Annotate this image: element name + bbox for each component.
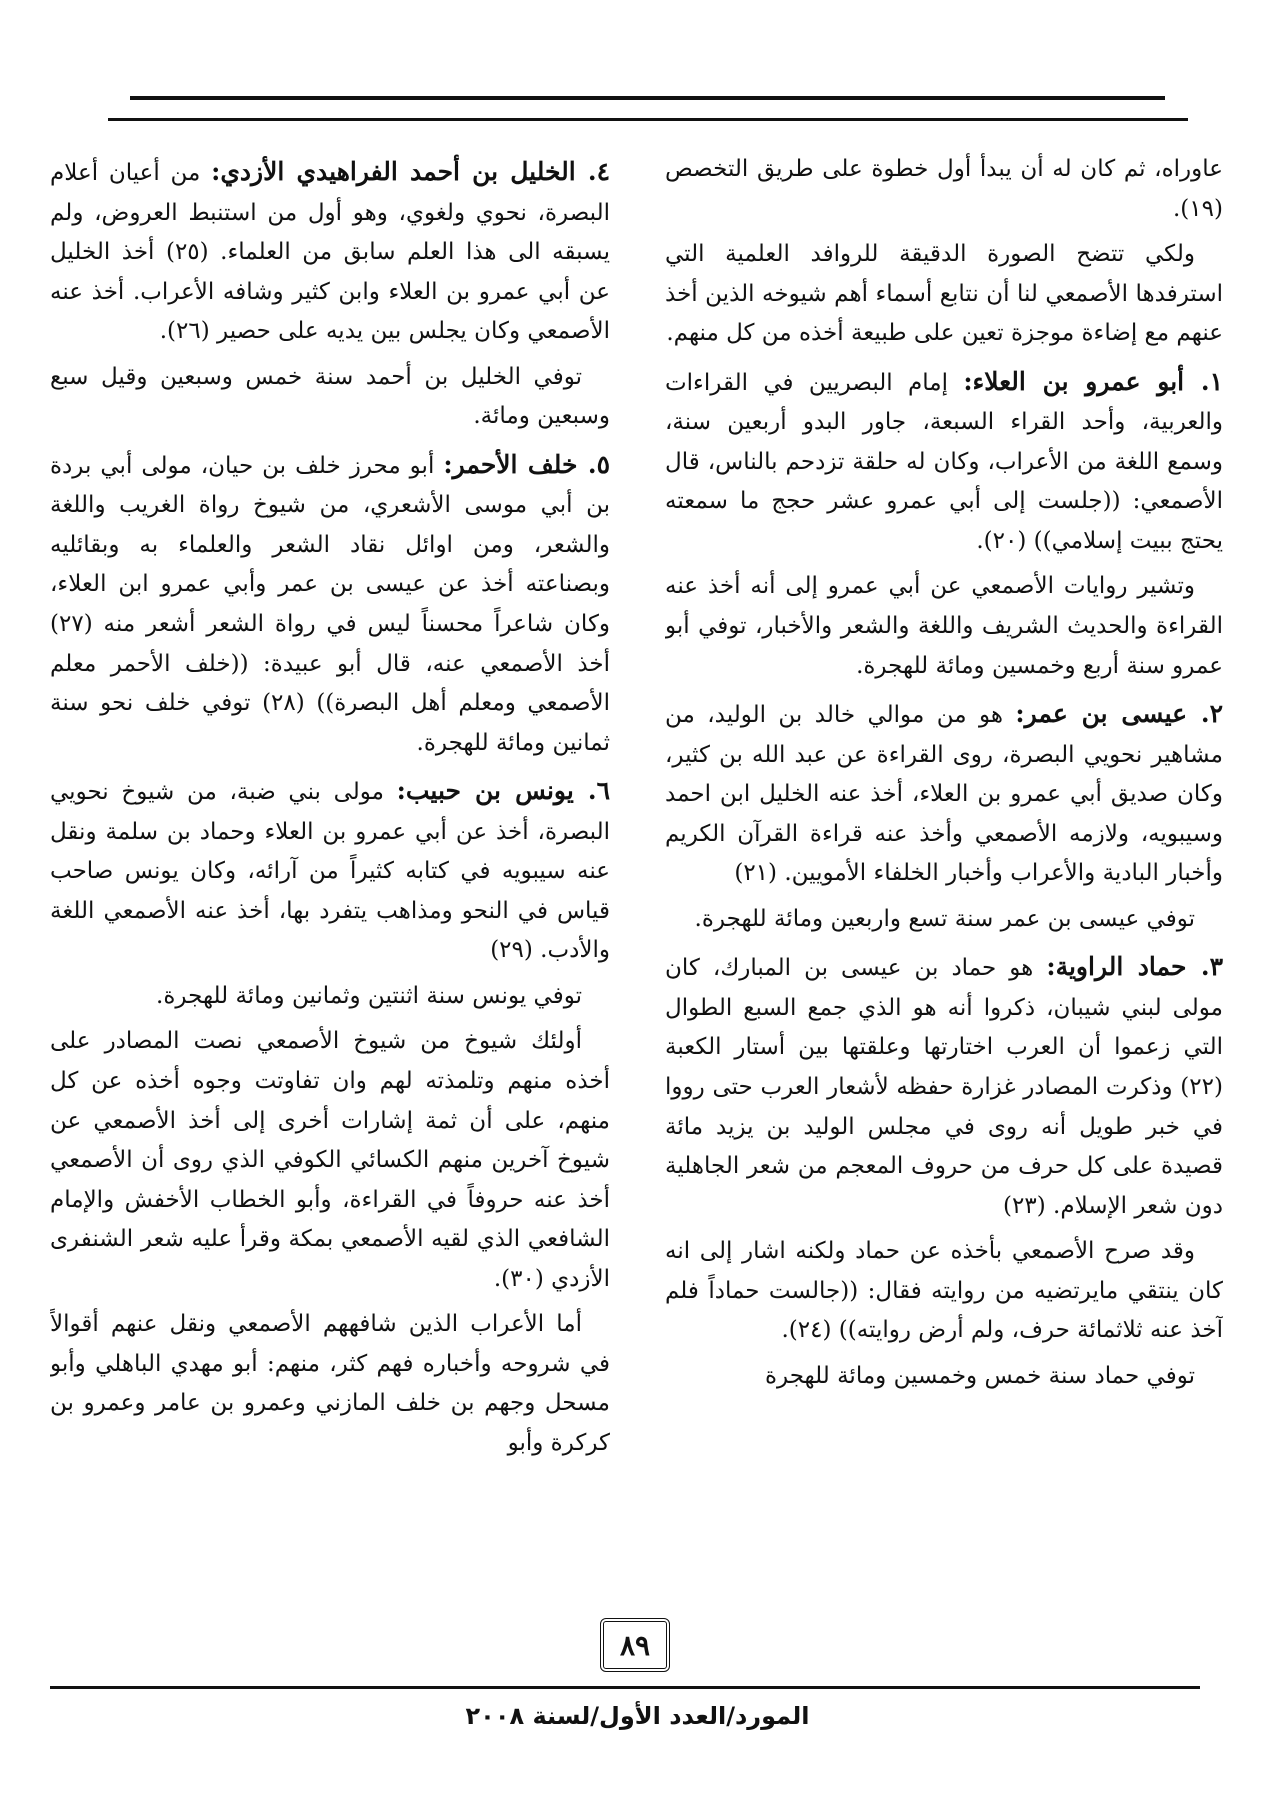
paragraph-text: أما الأعراب الذين شافههم الأصمعي ونقل عنهم أقوالاً في شروحه وأخباره فهم كثر، منهم: أبو مهدي الباهلي وأبو مسحل وجهم بن خلف المازني وعمرو بن عامر وعمرو بن كركرة وأبو [50, 1311, 610, 1456]
entry-heading: ٥. خلف الأحمر: [443, 449, 610, 479]
paragraph [665, 360, 1223, 562]
paragraph-text: توفي حماد سنة خمس وخمسين ومائة للهجرة [764, 1362, 1195, 1389]
paragraph-text: وتشير روايات الأصمعي عن أبي عمرو إلى أنه أخذ عنه القراءة والحديث الشريف واللغة والشعر والأخبار، توفي أبو عمرو سنة أربع وخمسين ومائة للهجرة. [665, 573, 1223, 679]
entry-heading: ٣. حماد الراوية: [1046, 952, 1223, 982]
paragraph-text: توفي عيسى بن عمر سنة تسع واربعين ومائة للهجرة. [694, 905, 1195, 932]
paragraph [50, 1022, 610, 1299]
paragraph [50, 1305, 610, 1463]
entry-heading: ٦. يونس بن حبيب: [396, 776, 610, 806]
paragraph [665, 692, 1223, 894]
paragraph-text: توفي يونس سنة اثنتين وثمانين ومائة للهجرة. [156, 982, 582, 1009]
paragraph [665, 150, 1223, 229]
paragraph-text: أبو محرز خلف بن حيان، مولى أبي بردة بن أبي موسى الأشعري، من شيوخ رواة الغريب واللغة والشعر، ومن اوائل نقاد الشعر والعلماء به وبقائليه وبصناعته أخذ عن عيسى بن عمر وأبي عمرو ابن العلاء، وكان شاعراً محسناً ليس في رواة الشعر أشعر منه (٢٧) أخذ الأصمعي عنه، قال أبو عبيدة: ((خلف الأحمر معلم الأصمعي ومعلم أهل البصرة)) (٢٨) توفي خلف نحو سنة ثمانين ومائة للهجرة. [50, 452, 610, 756]
paragraph [665, 900, 1223, 940]
paragraph-text: هو من موالي خالد بن الوليد، من مشاهير نحويي البصرة، روى القراءة عن عبد الله بن كثير، وكان صديق أبي عمرو بن العلاء، أخذ عنه الخليل ابن احمد وسيبويه، ولازمه الأصمعي وأخذ عنه قراءة القرآن الكريم وأخبار البادية والأعراب وأخبار الخلفاء الأمويين. (٢١) [665, 702, 1223, 887]
paragraph-text: إمام البصريين في القراءات والعربية، وأحد القراء السبعة، جاور البدو أربعين سنة، وسمع اللغة من الأعراب، وكان له حلقة تزدحم بالناس، قال الأصمعي: ((جلست إلى أبي عمرو عشر حجج ما سمعته يحتج ببيت إسلامي)) (٢٠). [665, 369, 1223, 554]
paragraph [50, 769, 610, 971]
paragraph-text: هو حماد بن عيسى بن المبارك، كان مولى لبني شيبان، ذكروا أنه هو الذي جمع السبع الطوال التي زعموا أن العرب اختارتها وعلقتها بين أستار الكعبة (٢٢) وذكرت المصادر غزارة حفظه لأشعار العرب حتى رووا في خبر طويل أنه روى في مجلس الوليد بن يزيد مائة قصيدة على كل حرف من حروف المعجم من شعر الجاهلية دون شعر الإسلام. (٢٣) [665, 955, 1223, 1219]
header-rule-top [130, 96, 1165, 100]
footer-rule [50, 1686, 1200, 1689]
entry-heading: ٢. عيسى بن عمر: [1015, 699, 1223, 729]
entry-heading: ١. أبو عمرو بن العلاء: [963, 366, 1223, 396]
paragraph [50, 443, 610, 763]
header-rule-bottom [108, 118, 1188, 121]
paragraph-text: مولى بني ضبة، من شيوخ نحويي البصرة، أخذ عن أبي عمرو بن العلاء وحماد بن سلمة ونقل عنه سيبويه في كتابه كثيراً من آرائه، وكان يونس صاحب قياس في النحو ومذاهب يتفرد بها، أخذ عنه الأصمعي اللغة والأدب. (٢٩) [50, 779, 610, 964]
paragraph [665, 567, 1223, 686]
entry-heading: ٤. الخليل بن أحمد الفراهيدي الأزدي: [211, 157, 610, 186]
paragraph-text: أولئك شيوخ من شيوخ الأصمعي نصت المصادر على أخذه منهم وتلمذته لهم وان تفاوتت وجوه أخذه عن كل منهم، على أن ثمة إشارات أخرى إلى أخذ الأصمعي عن شيوخ آخرين منهم الكسائي الكوفي الذي روى أن الأصمعي أخذ عنه حروفاً في القراءة، وأبو الخطاب الأخفش والإمام الشافعي الذي لقيه الأصمعي بمكة وقرأ عليه شعر الشنفرى الأزدي (٣٠). [50, 1028, 610, 1292]
paragraph [665, 235, 1223, 354]
right-column [665, 150, 1223, 1643]
left-column [50, 150, 610, 1643]
paragraph [665, 1357, 1223, 1397]
paragraph [665, 945, 1223, 1226]
paragraph [50, 358, 610, 437]
paragraph [665, 1232, 1223, 1351]
paragraph [50, 150, 610, 352]
paragraph-text: وقد صرح الأصمعي بأخذه عن حماد ولكنه اشار إلى انه كان ينتقي مايرتضيه من روايته فقال: ((جالست حماداً فلم آخذ عنه ثلاثمائة حرف، ولم أرض روايته)) (٢٤). [665, 1238, 1223, 1344]
paragraph-text: من أعيان أعلام البصرة، نحوي ولغوي، وهو أول من استنبط العروض، ولم يسبقه الى هذا العلم سابق من العلماء. (٢٥) أخذ الخليل عن أبي عمرو بن العلاء وابن كثير وشافه الأعراب. أخذ عنه الأصمعي وكان يجلس بين يديه على حصير (٢٦). [50, 160, 610, 345]
journal-footer: المورد/العدد الأول/لسنة ٢٠٠٨ [465, 1702, 810, 1730]
paragraph-text: عاوراه، ثم كان له أن يبدأ أول خطوة على طريق التخصص (١٩). [665, 156, 1223, 222]
paragraph [50, 977, 610, 1017]
paragraph-text: توفي الخليل بن أحمد سنة خمس وسبعين وقيل سبع وسبعين ومائة. [50, 363, 610, 430]
paragraph-text: ولكي تتضح الصورة الدقيقة للروافد العلمية التي استرفدها الأصمعي لنا أن نتابع أسماء أهم شيوخه الذين أخذ عنهم مع إضاءة موجزة تعين على طبيعة أخذه من كل منهم. [665, 241, 1223, 347]
page-number: ٨٩ [600, 1618, 670, 1672]
